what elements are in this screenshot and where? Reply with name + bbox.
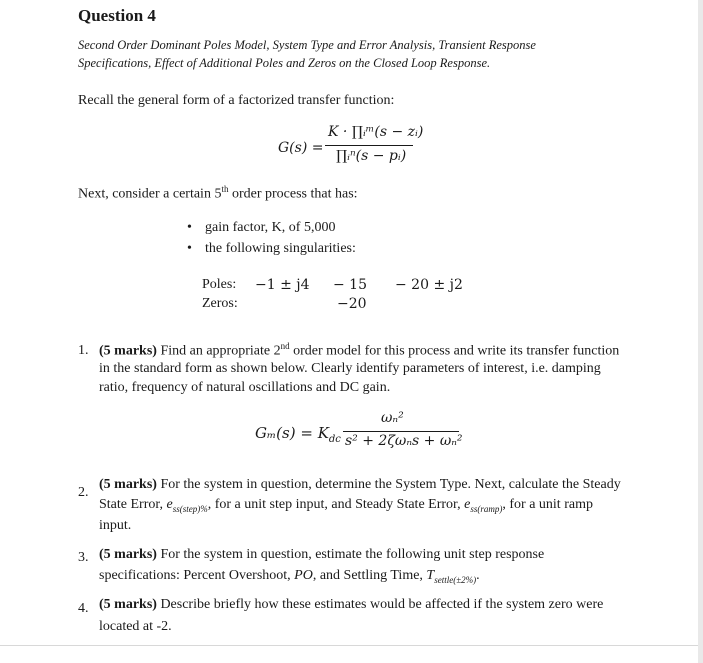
- gm-denominator: s² + 2ζωₙs + ωₙ²: [345, 433, 463, 449]
- pole-2: − 15: [333, 277, 367, 293]
- page-bottom-edge: [0, 645, 703, 646]
- bullet-dot-2: •: [187, 241, 192, 256]
- q2-line-2: [99, 497, 593, 514]
- q2-line-1a: For the system in question, determine the System Type. Next, calculate the Steady: [156, 477, 621, 492]
- t-symbol: T: [426, 568, 435, 583]
- q4-line-1a: Describe briefly how these estimates would be affected if the system zero were: [156, 597, 604, 612]
- poles-label: Poles:: [202, 277, 237, 292]
- q1-line-1a: Find an appropriate 2: [156, 343, 281, 359]
- tf-lhs: G(s) =: [278, 140, 324, 156]
- next-consider-text: [78, 184, 358, 203]
- q3-line-1a: For the system in question, estimate the following unit step response: [156, 547, 545, 562]
- q2-line-2c: , for a unit ramp: [502, 497, 593, 512]
- q1-sup: nd: [280, 341, 290, 351]
- q1-line-2: in the standard form as shown below. Clearly identify parameters of interest, i.e. damping: [99, 361, 601, 376]
- gm-lhs-text: Gₘ(s) = K: [255, 424, 329, 442]
- q3-line-2c: .: [476, 568, 480, 583]
- q2-line-3: input.: [99, 518, 132, 533]
- q2-marks: (5 marks): [99, 477, 157, 492]
- pole-3: − 20 ± j2: [395, 277, 463, 293]
- gm-lhs-sub: dc: [328, 434, 341, 445]
- q4-marks: (5 marks): [99, 597, 157, 612]
- recall-text: Recall the general form of a factorized transfer function:: [78, 93, 395, 108]
- q3-line-2b: , and Settling Time,: [312, 568, 427, 583]
- q4-number: 4.: [78, 601, 89, 616]
- q3-line-1: [99, 547, 544, 563]
- q4-line-2: located at -2.: [99, 619, 172, 634]
- subtitle-line-2: Specifications, Effect of Additional Poles and Zeros on the Closed Loop Response.: [78, 56, 491, 70]
- pole-1: −1 ± j4: [255, 277, 310, 293]
- q2-number: 2.: [78, 485, 89, 500]
- q1-line-3: ratio, frequency of natural oscillations and DC gain.: [99, 380, 391, 395]
- q3-line-2a: specifications: Percent Overshoot,: [99, 568, 295, 583]
- subtitle-line-1: Second Order Dominant Poles Model, System Type and Error Analysis, Transient Response: [78, 38, 536, 52]
- next-pre: Next, consider a certain 5: [78, 186, 222, 202]
- q1-line-1: [99, 341, 619, 360]
- q1-line-1b: order model for this process and write its transfer function: [289, 343, 620, 359]
- bullet-gain: gain factor, K, of 5,000: [205, 220, 336, 235]
- bullet-dot-1: •: [187, 220, 192, 235]
- q1-marks: (5 marks): [99, 343, 157, 359]
- bullet-singularities: the following singularities:: [205, 241, 356, 256]
- q3-number: 3.: [78, 550, 89, 565]
- scan-right-edge: [698, 0, 703, 663]
- gm-lhs: [255, 424, 341, 445]
- q2-line-2a: State Error,: [99, 497, 167, 512]
- gm-fraction-bar: [343, 431, 459, 432]
- question-title: Question 4: [78, 6, 156, 25]
- e-ramp: e: [464, 497, 471, 512]
- e-step-sub: ss(step)%: [172, 503, 208, 514]
- q2-line-2b: , for a unit step input, and Steady State Error,: [207, 497, 465, 512]
- e-ramp-sub: ss(ramp): [470, 503, 503, 514]
- next-sup: th: [221, 184, 229, 194]
- zero-1: −20: [337, 296, 367, 312]
- tf-numerator: K · ∏ᵢᵐ(s − zᵢ): [328, 124, 424, 140]
- t-settle-sub: settle(±2%): [434, 574, 477, 585]
- gm-numerator: ωₙ²: [381, 410, 404, 426]
- po-symbol: PO: [294, 568, 313, 583]
- tf-fraction-bar: [325, 145, 413, 146]
- q4-line-1: [99, 597, 603, 613]
- next-post: order process that has:: [228, 186, 358, 202]
- q3-line-2: [99, 568, 480, 585]
- zeros-label: Zeros:: [202, 296, 238, 311]
- q1-number: 1.: [78, 343, 89, 358]
- q2-line-1: [99, 477, 621, 493]
- tf-denominator: ∏ᵢⁿ(s − pᵢ): [336, 148, 407, 164]
- q3-marks: (5 marks): [99, 547, 157, 562]
- e-step: e: [166, 497, 173, 512]
